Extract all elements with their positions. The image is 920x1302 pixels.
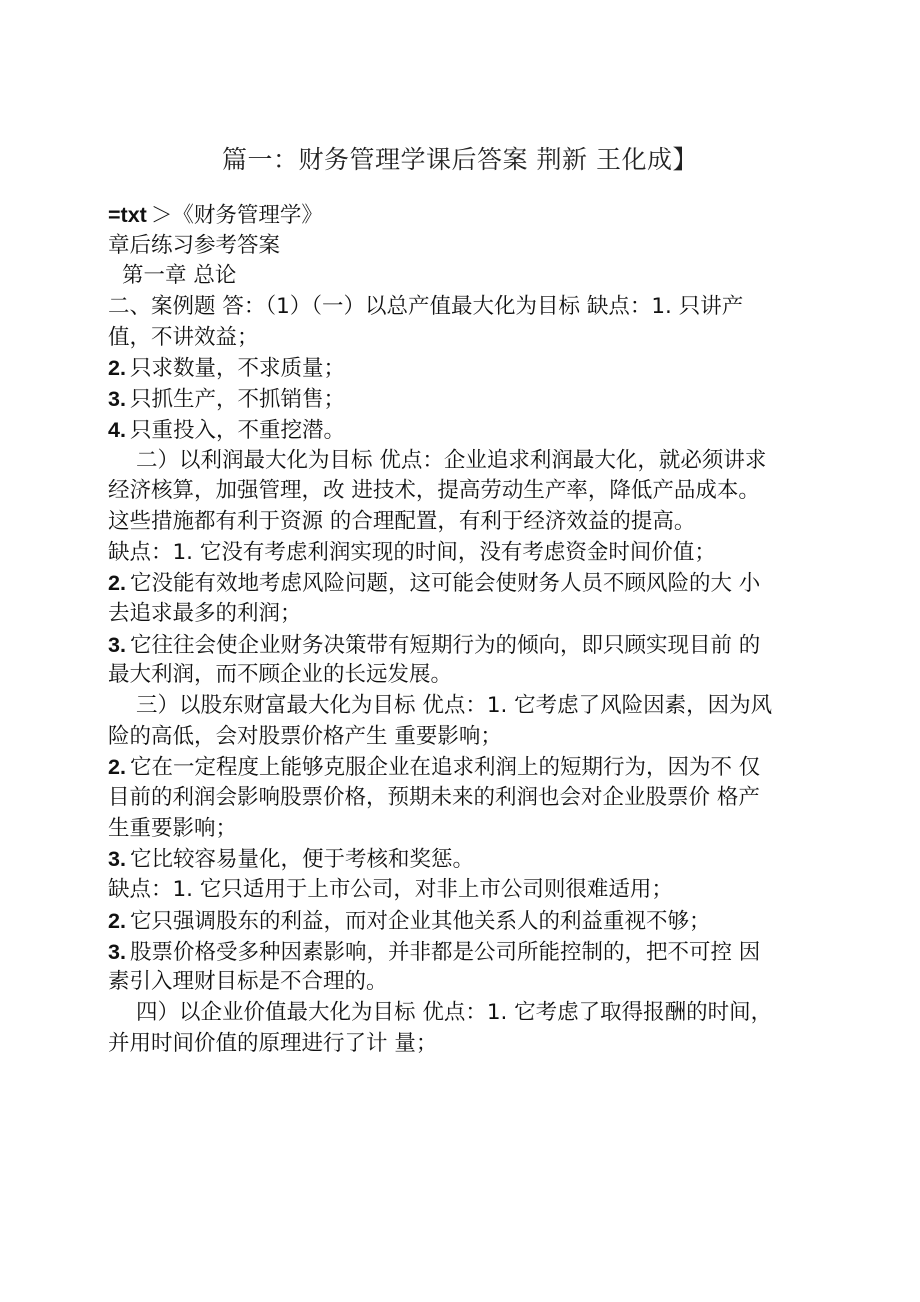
line-text: 二、案例题 答：（1）（一）以总产值最大化为目标 缺点：1. 只讲产 [108, 294, 744, 320]
line-text: 它没能有效地考虑风险问题，这可能会使财务人员不顾风险的大 小 [129, 571, 761, 597]
text-line [108, 1029, 828, 1060]
line-number-label: 2. [108, 908, 126, 933]
text-line [108, 660, 828, 691]
text-line [108, 231, 828, 262]
text-line [108, 967, 828, 998]
text-line [108, 476, 828, 507]
text-line [108, 783, 828, 814]
line-text: 最大利润，而不顾企业的长远发展。 [108, 662, 453, 688]
text-line [108, 507, 828, 538]
line-text: 缺点：1. 它只适用于上市公司，对非上市公司则很难适用； [108, 877, 673, 903]
text-line [108, 937, 828, 968]
line-text: 它只强调股东的利益，而对企业其他关系人的利益重视不够； [129, 908, 711, 934]
line-text: 只重投入，不重挖潜。 [129, 417, 345, 443]
text-line [108, 415, 828, 446]
line-text: 去追求最多的利润； [108, 600, 302, 626]
line-text: 它往往会使企业财务决策带有短期行为的倾向，即只顾实现目前 的 [129, 632, 761, 658]
line-number-label: 2. [108, 356, 126, 381]
text-line [108, 814, 828, 845]
line-number-label: 4. [108, 417, 126, 442]
line-text: 并用时间价值的原理进行了计 量； [108, 1030, 438, 1056]
line-number-label: 2. [108, 755, 126, 780]
line-text: 值，不讲效益； [108, 324, 259, 350]
line-text: 四）以企业价值最大化为目标 优点：1. 它考虑了取得报酬的时间， [136, 999, 773, 1025]
document-title: 篇一：财务管理学课后答案 荆新 王化成】 [222, 145, 698, 174]
line-text: 经济核算，加强管理，改 进技术，提高劳动生产率，降低产品成本。 [108, 478, 760, 504]
text-line [108, 323, 828, 354]
text-line [108, 691, 828, 722]
text-line [108, 261, 828, 292]
line-number-label: 3. [108, 632, 126, 657]
text-line [108, 599, 828, 630]
line-text: 第一章 总论 [122, 263, 237, 289]
line-text: 素引入理财目标是不合理的。 [108, 969, 388, 995]
text-line [108, 630, 828, 661]
line-text: ＞《财务管理学》 [150, 203, 323, 228]
line-text: 二）以利润最大化为目标 优点：企业追求利润最大化，就必须讲求 [136, 447, 767, 473]
line-text: 只抓生产，不抓销售； [129, 387, 345, 413]
line-text: 险的高低，会对股票价格产生 重要影响； [108, 723, 502, 749]
line-text: 生重要影响； [108, 815, 238, 841]
text-line [108, 353, 828, 384]
line-number-label: 3. [108, 387, 126, 412]
text-line [108, 752, 828, 783]
text-line [108, 998, 828, 1029]
line-number-label: 2. [108, 571, 126, 596]
line-text: 目前的利润会影响股票价格，预期未来的利润也会对企业股票价 格产 [108, 785, 760, 811]
text-line [108, 906, 828, 937]
line-number-label: 3. [108, 847, 126, 872]
line-text: 只求数量，不求质量； [129, 356, 345, 382]
line-text: 它在一定程度上能够克服企业在追求利润上的短期行为，因为不 仅 [129, 755, 761, 781]
line-text: 章后练习参考答案 [108, 232, 281, 258]
document-body [108, 200, 828, 1059]
text-line [108, 875, 828, 906]
text-line [108, 446, 828, 477]
line-text: 缺点：1. 它没有考虑利润实现的时间，没有考虑资金时间价值； [108, 539, 716, 565]
line-text: 股票价格受多种因素影响，并非都是公司所能控制的，把不可控 因 [129, 939, 761, 965]
line-text: 这些措施都有利于资源 的合理配置，有利于经济效益的提高。 [108, 508, 696, 534]
line-text: 三）以股东财富最大化为目标 优点：1. 它考虑了风险因素，因为风 [136, 693, 773, 718]
line-number-label: 3. [108, 939, 126, 964]
text-line [108, 722, 828, 753]
text-line [108, 844, 828, 875]
text-line [108, 292, 828, 323]
text-line [108, 384, 828, 415]
text-line [108, 538, 828, 569]
text-line [108, 200, 828, 231]
text-line [108, 568, 828, 599]
line-number-label: =txt [108, 203, 147, 227]
line-text: 它比较容易量化，便于考核和奖惩。 [129, 847, 474, 873]
